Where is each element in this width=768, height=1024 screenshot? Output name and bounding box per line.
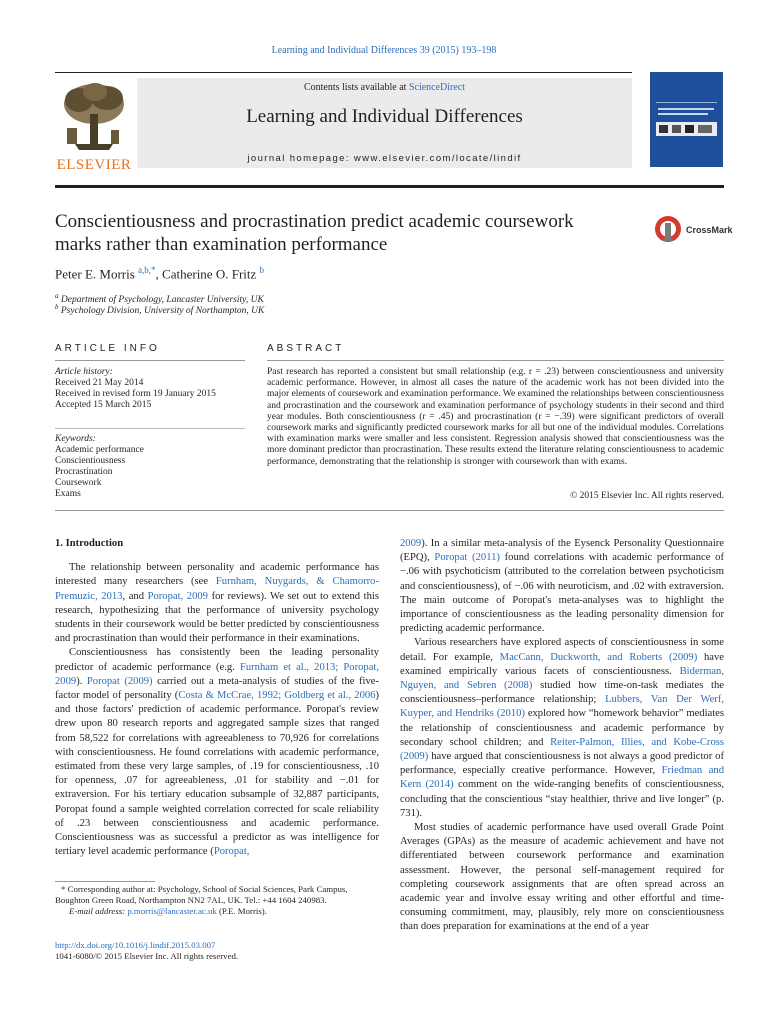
article-history-label: Article history: bbox=[55, 367, 113, 377]
author-1: Peter E. Morris bbox=[55, 266, 139, 282]
received-date: Received 21 May 2014 bbox=[55, 378, 144, 388]
citation-link[interactable]: Reiter-Palmon, Illies, and Kobe-Cross (2009) bbox=[400, 736, 724, 763]
keywords-rule bbox=[55, 428, 245, 429]
header-top-rule bbox=[55, 72, 632, 73]
contents-line bbox=[137, 82, 632, 93]
journal-title: Learning and Individual Differences bbox=[246, 106, 523, 127]
crossmark-icon bbox=[654, 215, 682, 245]
elsevier-wordmark: ELSEVIER bbox=[56, 157, 132, 173]
paragraph: Most studies of academic performance have used overall Grade Point Averages (GPAs) as the measure of academic achievement and have not differentiated between coursework performance and examination assessment. However, the personal self-management required for completing coursework assignments that are often spread across an academic year and involve essay writing and other effortful and time-consuming commitment, may, plausibly, rely more on conscientiousness than does preparation for examinations at the end of a year bbox=[400, 822, 724, 933]
text-span: , and bbox=[122, 590, 148, 602]
keywords-block bbox=[55, 434, 255, 500]
author-1-affiliation-marks[interactable]: a,b, bbox=[138, 265, 152, 275]
keyword-item: Conscientiousness bbox=[55, 456, 126, 466]
email-line bbox=[55, 906, 379, 917]
keyword-item: Academic performance bbox=[55, 445, 144, 455]
affiliation-a-text: Department of Psychology, Lancaster University, UK bbox=[60, 295, 264, 306]
email-link[interactable]: p.morris@lancaster.ac.uk bbox=[127, 906, 217, 916]
author-2-affiliation-marks[interactable]: b bbox=[259, 265, 265, 275]
footnote bbox=[55, 884, 379, 917]
text-span: The relationship between personality and academic performance has interested many researchers (see bbox=[55, 562, 379, 588]
text-span: Conscientiousness has consistently been the leading personality predictor of academic performance (e.g. bbox=[55, 647, 379, 673]
email-suffix: (P.E. Morris). bbox=[216, 906, 267, 916]
paragraph bbox=[400, 537, 724, 636]
citation-link[interactable]: Poropat (2009) bbox=[86, 675, 153, 687]
citation-link[interactable]: Poropat, bbox=[213, 846, 250, 858]
article-info-rule bbox=[55, 360, 245, 361]
accepted-date: Accepted 15 March 2015 bbox=[55, 400, 152, 410]
issn-copyright: 1041-6080/© 2015 Elsevier Inc. All rights reserved. bbox=[55, 951, 239, 961]
text-span: ). In a similar meta-analysis of the Eysenck Personality Questionnaire (EPQ), bbox=[400, 538, 724, 564]
journal-reference[interactable]: Learning and Individual Differences 39 (2015) 193–198 bbox=[271, 45, 497, 56]
article-history bbox=[55, 367, 255, 411]
paragraph bbox=[55, 646, 379, 859]
article-title: Conscientiousness and procrastination predict academic coursework marks rather than examination performance bbox=[55, 211, 574, 255]
citation-link[interactable]: 2009 bbox=[400, 538, 422, 549]
text-span: ). bbox=[76, 675, 87, 687]
header-bottom-rule bbox=[55, 185, 724, 188]
text-span: have examined empirically various facets of conscientiousness. bbox=[400, 651, 725, 677]
text-span: explored how “homework behavior” mediates the relationship of conscientiousness and academic performance by secondary school children; and bbox=[400, 708, 724, 748]
right-column bbox=[400, 537, 724, 935]
citation-link[interactable]: Furnham, Nuygards, & Chamorro-Premuzic, 2013 bbox=[55, 576, 379, 602]
keyword-item: Exams bbox=[55, 489, 81, 499]
bottom-info bbox=[55, 940, 238, 962]
keyword-item: Coursework bbox=[55, 478, 102, 488]
author-line bbox=[55, 265, 264, 282]
citation-link[interactable]: Friedman and Kern (2014) bbox=[400, 765, 724, 791]
abstract-bottom-rule bbox=[55, 510, 724, 511]
text-span: studied how time-on-task mediates the conscientiousness–performance relationship; bbox=[400, 680, 724, 706]
citation-link[interactable]: Furnham et al., 2013; Poropat, 2009 bbox=[55, 661, 379, 687]
author-separator: , bbox=[155, 266, 163, 282]
abstract-copyright: © 2015 Elsevier Inc. All rights reserved. bbox=[570, 491, 724, 501]
elsevier-logo bbox=[55, 78, 133, 173]
affiliation-b-mark: b bbox=[55, 303, 59, 311]
text-span: comment on the wide-ranging benefits of conscientiousness, concluding that the conscientious “stay healthier, thrive and live longer” (p. 731). bbox=[400, 779, 724, 819]
paragraph bbox=[55, 561, 379, 646]
left-column bbox=[55, 537, 379, 859]
citation-link[interactable]: Lubbers, Van Der Werf, Kuyper, and Hendriks (2010) bbox=[400, 694, 725, 720]
affiliation-b-text: Psychology Division, University of Northampton, UK bbox=[60, 306, 265, 317]
article-info-heading: ARTICLE INFO bbox=[55, 343, 160, 354]
abstract-text: Past research has reported a consistent but small relationship (e.g. r = .23) between conscientiousness and university academic performance. However, in almost all cases the nature of the academic work has not been divided into the major elements of coursework and examination performance. We examined the relationships between conscientiousness and procrastination and the coursework and examination performance of psychology students in their second and third year modules. Both conscientiousness (r = .45) and procrastination (r = −.39) were significant predictors of overall coursework marks and significantly predicted coursework marks for all but one of the individual modules. Correlations with examination marks were smaller and less consistent. Regression analysis showed that conscientiousness was the more dominant predictor than procrastination. These results extend the literature relating conscientiousness to academic performance, demonstrating that the relationship is stronger with coursework than with exams. bbox=[267, 367, 724, 467]
crossmark-label: CrossMark bbox=[686, 225, 733, 235]
contents-prefix: Contents lists available at bbox=[303, 82, 409, 93]
abstract-heading: ABSTRACT bbox=[267, 343, 345, 354]
sciencedirect-link[interactable]: ScienceDirect bbox=[408, 82, 466, 93]
text-span: found correlations with academic performance of −.06 with psychoticism (attributed to the correlation between psychoticism and conscientiousness), of −.06 with neuroticism, and .02 with extraversion. The main outcome of Poropat's meta-analyses was to highlight the importance of conscientiousness as the leading personality dimension for predicting academic performance. bbox=[400, 552, 724, 635]
journal-cover-image bbox=[650, 72, 723, 167]
author-2: Catherine O. Fritz bbox=[162, 266, 260, 282]
abstract-rule bbox=[267, 360, 724, 361]
footnote-rule bbox=[55, 881, 155, 882]
section-heading-introduction: 1. Introduction bbox=[55, 538, 124, 549]
citation-link[interactable]: MacCann, Duckworth, and Roberts (2009) bbox=[499, 651, 698, 663]
email-label: E-mail address: bbox=[69, 906, 128, 916]
citation-link[interactable]: Biderman, Nguyen, and Sebren (2008) bbox=[400, 665, 724, 692]
text-span: have argued that conscientiousness is not always a good predictor of performance, especially creative performance. However, bbox=[400, 751, 724, 777]
revised-date: Received in revised form 19 January 2015 bbox=[55, 389, 216, 399]
crossmark-button[interactable] bbox=[654, 215, 733, 245]
citation-link[interactable]: Poropat (2011) bbox=[434, 552, 500, 564]
affiliation-b bbox=[55, 303, 264, 316]
citation-link[interactable]: Costa & McCrae, 1992; Goldberg et al., 2006 bbox=[178, 690, 376, 702]
affiliation-a-mark: a bbox=[55, 292, 59, 300]
text-span: Various researchers have explored aspects of conscientiousness in some detail. For example, bbox=[400, 637, 724, 663]
text-span: for reviews). We set out to extend this research, hypothesizing that the performance of university psychology students in their coursework would be better predicted by conscientiousness and procrastination than would their performance in their examinations. bbox=[55, 590, 379, 645]
keywords-label: Keywords: bbox=[55, 434, 96, 444]
journal-homepage[interactable]: journal homepage: www.elsevier.com/locate/lindif bbox=[247, 153, 522, 164]
citation-link[interactable]: Poropat, 2009 bbox=[147, 590, 208, 602]
corresponding-author-note: * Corresponding author at: Psychology, School of Social Sciences, Park Campus, Boughton Green Road, Northampton NN2 7AL, UK. Tel.: +44 1604 240983. bbox=[55, 884, 348, 905]
elsevier-tree-icon bbox=[55, 78, 133, 158]
corresponding-author-mark[interactable]: * bbox=[151, 265, 156, 275]
paragraph bbox=[400, 636, 724, 821]
text-span: ) and those factors' prediction of academic performance. Poropat's review drew upon 80 research reports and aggregated sample sizes that ranged from 58,522 for correlations with agreeableness to 70,926 for correlations with conscientiousness. He found correlations with academic performance, estimated from these very large samples, of .19 for conscientiousness, .10 for openness, .07 for agreeableness, .01 for stability and −.01 for extraversion. For his tertiary education subsample of 32,887 participants, Poropat found a sample weighted correlation corrected for scale reliability of .23 between conscientiousness and academic performance. Conscientiousness was as successful a predictor as was intelligence for tertiary level academic performance ( bbox=[55, 690, 379, 858]
doi-link[interactable]: http://dx.doi.org/10.1016/j.lindif.2015.03.007 bbox=[55, 940, 216, 950]
text-span: carried out a meta-analysis of studies of the five-factor model of personality ( bbox=[55, 675, 379, 702]
keyword-item: Procrastination bbox=[55, 467, 113, 477]
